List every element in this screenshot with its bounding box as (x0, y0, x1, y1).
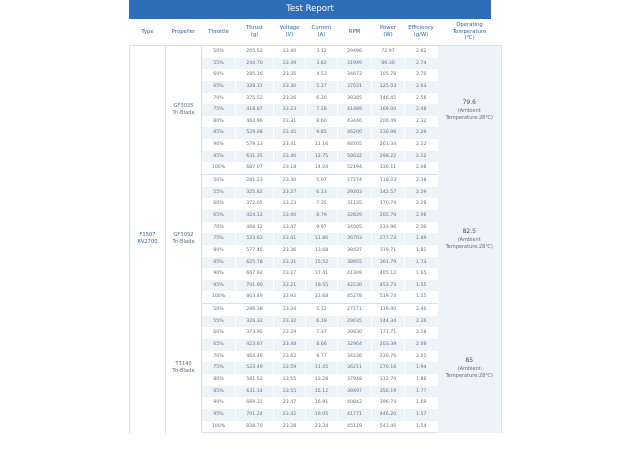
test-report (129, 0, 491, 465)
current-cell: 8.60 (306, 116, 338, 128)
voltage-cell: 23.62 (274, 351, 306, 363)
power-cell: 356.19 (372, 386, 405, 398)
efficiency-cell: 1.89 (405, 233, 438, 245)
header-current: Current (A) (306, 19, 338, 46)
thrust-cell: 577.45 (236, 245, 274, 257)
thrust-cell: 523.49 (236, 362, 274, 374)
thrust-cell: 581.53 (236, 374, 274, 386)
report-title: Test Report (129, 0, 491, 19)
rpm-cell: 29496 (338, 46, 372, 58)
voltage-cell: 23.29 (274, 327, 306, 339)
power-cell: 330.11 (372, 162, 405, 174)
throttle-cell: 60% (202, 327, 236, 339)
throttle-cell: 60% (202, 198, 236, 210)
efficiency-cell: 1.77 (405, 386, 438, 398)
efficiency-cell: 2.18 (405, 198, 438, 210)
power-cell: 118.03 (372, 175, 405, 187)
efficiency-cell: 2.48 (405, 104, 438, 116)
current-cell: 6.13 (306, 187, 338, 199)
current-cell: 9.77 (306, 351, 338, 363)
rpm-cell: 45278 (338, 291, 372, 303)
voltage-cell: 23.21 (274, 280, 306, 292)
temperature-value: 85 (465, 356, 474, 364)
throttle-cell: 70% (202, 351, 236, 363)
current-cell: 14.24 (306, 162, 338, 174)
operating-temperature-cell (438, 46, 502, 175)
current-cell: 6.19 (306, 316, 338, 328)
efficiency-cell: 2.22 (405, 139, 438, 151)
current-cell: 8.66 (306, 339, 338, 351)
thrust-cell: 423.87 (236, 339, 274, 351)
power-cell: 361.79 (372, 257, 405, 269)
rpm-cell: 41771 (338, 409, 372, 421)
power-cell: 396.74 (372, 397, 405, 409)
throttle-cell: 65% (202, 210, 236, 222)
thrust-cell: 529.08 (236, 127, 274, 139)
current-cell: 7.35 (306, 198, 338, 210)
current-cell: 3.82 (306, 58, 338, 70)
propeller-cell: GF3035 Tri-Blade (166, 46, 202, 175)
rpm-cell: 27274 (338, 175, 372, 187)
voltage-cell: 23.42 (274, 409, 306, 421)
voltage-cell: 23.23 (274, 104, 306, 116)
efficiency-cell: 2.63 (405, 81, 438, 93)
throttle-cell: 50% (202, 175, 236, 187)
power-cell: 205.70 (372, 210, 405, 222)
thrust-cell: 373.95 (236, 327, 274, 339)
power-cell: 519.74 (372, 291, 405, 303)
throttle-cell: 55% (202, 187, 236, 199)
operating-temperature-cell (438, 175, 502, 304)
current-cell: 5.07 (306, 175, 338, 187)
propeller-cell: GF3052 Tri-Blade (166, 175, 202, 304)
rpm-cell: 29203 (338, 187, 372, 199)
power-cell: 298.22 (372, 151, 405, 163)
efficiency-cell: 2.38 (405, 175, 438, 187)
voltage-cell: 23.39 (274, 58, 306, 70)
motor-type-cell: F1507 KV2700 (130, 46, 166, 433)
voltage-cell: 23.41 (274, 139, 306, 151)
efficiency-cell: 1.55 (405, 280, 438, 292)
throttle-cell: 80% (202, 116, 236, 128)
thrust-cell: 328.31 (236, 81, 274, 93)
rpm-cell: 32829 (338, 210, 372, 222)
power-cell: 119.40 (372, 304, 405, 316)
voltage-cell: 23.30 (274, 81, 306, 93)
rpm-cell: 39497 (338, 386, 372, 398)
current-cell: 11.45 (306, 362, 338, 374)
thrust-cell: 286.38 (236, 304, 274, 316)
thrust-cell: 579.13 (236, 139, 274, 151)
throttle-cell: 75% (202, 362, 236, 374)
voltage-cell: 23.34 (274, 304, 306, 316)
voltage-cell: 23.46 (274, 151, 306, 163)
throttle-cell: 95% (202, 280, 236, 292)
throttle-cell: 95% (202, 151, 236, 163)
thrust-cell: 667.92 (236, 268, 274, 280)
thrust-cell: 205.53 (236, 46, 274, 58)
power-cell: 89.30 (372, 58, 405, 70)
efficiency-cell: 2.82 (405, 46, 438, 58)
power-cell: 144.34 (372, 316, 405, 328)
power-cell: 312.70 (372, 374, 405, 386)
voltage-cell: 23.18 (274, 162, 306, 174)
power-cell: 319.71 (372, 245, 405, 257)
current-cell: 12.75 (306, 151, 338, 163)
power-cell: 146.45 (372, 93, 405, 105)
header-power: Power (W) (372, 19, 405, 46)
rpm-cell: 37031 (338, 81, 372, 93)
voltage-cell: 22.92 (274, 291, 306, 303)
throttle-cell: 80% (202, 374, 236, 386)
current-cell: 7.37 (306, 327, 338, 339)
temperature-value: 82.5 (462, 227, 476, 235)
current-cell: 19.55 (306, 280, 338, 292)
power-cell: 233.96 (372, 222, 405, 234)
efficiency-cell: 2.32 (405, 116, 438, 128)
ambient-temperature-note: (Ambient Temperature:28℃) (445, 365, 493, 379)
rpm-cell: 30930 (338, 327, 372, 339)
voltage-cell: 23.45 (274, 127, 306, 139)
power-cell: 277.73 (372, 233, 405, 245)
efficiency-cell: 1.54 (405, 421, 438, 433)
rpm-cell: 43446 (338, 116, 372, 128)
header-operating-temperature: Operating Temperature (℃) (438, 19, 502, 46)
throttle-cell: 75% (202, 104, 236, 116)
table-row (130, 46, 502, 58)
table-row (130, 304, 502, 316)
current-cell: 9.97 (306, 222, 338, 234)
rpm-cell: 40842 (338, 397, 372, 409)
throttle-cell: 100% (202, 162, 236, 174)
efficiency-cell: 2.18 (405, 327, 438, 339)
thrust-cell: 701.90 (236, 280, 274, 292)
current-cell: 13.28 (306, 374, 338, 386)
current-cell: 23.34 (306, 421, 338, 433)
thrust-cell: 687.07 (236, 162, 274, 174)
rpm-cell: 50032 (338, 151, 372, 163)
efficiency-cell: 2.06 (405, 210, 438, 222)
thrust-cell: 631.14 (236, 386, 274, 398)
voltage-cell: 23.36 (274, 245, 306, 257)
rpm-cell: 52194 (338, 162, 372, 174)
throttle-cell: 85% (202, 386, 236, 398)
efficiency-cell: 2.08 (405, 339, 438, 351)
header-type: Type (130, 19, 166, 46)
throttle-cell: 100% (202, 291, 236, 303)
power-cell: 105.78 (372, 69, 405, 81)
voltage-cell: 23.26 (274, 93, 306, 105)
thrust-cell: 464.46 (236, 351, 274, 363)
test-report-table (129, 19, 502, 433)
header-voltage: Voltage (V) (274, 19, 306, 46)
rpm-cell: 42230 (338, 280, 372, 292)
power-cell: 543.46 (372, 421, 405, 433)
rpm-cell: 34505 (338, 222, 372, 234)
header-thrust: Thrust (g) (236, 19, 274, 46)
current-cell: 6.30 (306, 93, 338, 105)
power-cell: 169.00 (372, 104, 405, 116)
efficiency-cell: 1.57 (405, 409, 438, 421)
throttle-cell: 95% (202, 409, 236, 421)
header-throttle: Throttle (202, 19, 236, 46)
power-cell: 142.57 (372, 187, 405, 199)
throttle-cell: 75% (202, 233, 236, 245)
thrust-cell: 464.96 (236, 116, 274, 128)
throttle-cell: 85% (202, 257, 236, 269)
thrust-cell: 669.31 (236, 397, 274, 409)
power-cell: 270.16 (372, 362, 405, 374)
current-cell: 3.12 (306, 46, 338, 58)
voltage-cell: 23.27 (274, 187, 306, 199)
efficiency-cell: 2.56 (405, 93, 438, 105)
power-cell: 261.34 (372, 139, 405, 151)
throttle-cell: 85% (202, 127, 236, 139)
throttle-cell: 55% (202, 58, 236, 70)
rpm-cell: 32964 (338, 339, 372, 351)
voltage-cell: 23.35 (274, 69, 306, 81)
current-cell: 7.28 (306, 104, 338, 116)
header-row (130, 19, 502, 46)
rpm-cell: 27171 (338, 304, 372, 316)
power-cell: 200.49 (372, 116, 405, 128)
voltage-cell: 23.40 (274, 46, 306, 58)
throttle-cell: 100% (202, 421, 236, 433)
voltage-cell: 23.41 (274, 233, 306, 245)
thrust-cell: 631.35 (236, 151, 274, 163)
rpm-cell: 29035 (338, 316, 372, 328)
voltage-cell: 23.27 (274, 268, 306, 280)
throttle-cell: 70% (202, 93, 236, 105)
thrust-cell: 424.12 (236, 210, 274, 222)
current-cell: 5.37 (306, 81, 338, 93)
voltage-cell: 23.47 (274, 222, 306, 234)
voltage-cell: 23.32 (274, 316, 306, 328)
rpm-cell: 39385 (338, 93, 372, 105)
power-cell: 453.73 (372, 280, 405, 292)
current-cell: 22.68 (306, 291, 338, 303)
rpm-cell: 36703 (338, 233, 372, 245)
thrust-cell: 244.70 (236, 58, 274, 70)
thrust-cell: 375.52 (236, 93, 274, 105)
efficiency-cell: 2.29 (405, 127, 438, 139)
current-cell: 15.12 (306, 386, 338, 398)
voltage-cell: 23.31 (274, 257, 306, 269)
efficiency-cell: 1.65 (405, 268, 438, 280)
thrust-cell: 418.87 (236, 104, 274, 116)
voltage-cell: 23.40 (274, 210, 306, 222)
throttle-cell: 90% (202, 139, 236, 151)
efficiency-cell: 2.08 (405, 162, 438, 174)
rpm-cell: 36211 (338, 362, 372, 374)
thrust-cell: 468.12 (236, 222, 274, 234)
rpm-cell: 38427 (338, 245, 372, 257)
power-cell: 72.97 (372, 46, 405, 58)
throttle-cell: 50% (202, 304, 236, 316)
thrust-cell: 325.82 (236, 187, 274, 199)
efficiency-cell: 2.01 (405, 351, 438, 363)
throttle-cell: 65% (202, 339, 236, 351)
thrust-cell: 285.16 (236, 69, 274, 81)
voltage-cell: 23.48 (274, 339, 306, 351)
rpm-cell: 41489 (338, 104, 372, 116)
current-cell: 9.85 (306, 127, 338, 139)
throttle-cell: 80% (202, 245, 236, 257)
rpm-cell: 48105 (338, 139, 372, 151)
header-efficiency: Efficiency (g/W) (405, 19, 438, 46)
voltage-cell: 23.59 (274, 362, 306, 374)
current-cell: 4.53 (306, 69, 338, 81)
throttle-cell: 65% (202, 81, 236, 93)
current-cell: 13.68 (306, 245, 338, 257)
voltage-cell: 23.55 (274, 386, 306, 398)
thrust-cell: 372.05 (236, 198, 274, 210)
current-cell: 5.12 (306, 304, 338, 316)
efficiency-cell: 1.86 (405, 374, 438, 386)
efficiency-cell: 2.74 (405, 58, 438, 70)
power-cell: 405.12 (372, 268, 405, 280)
current-cell: 8.79 (306, 210, 338, 222)
efficiency-cell: 2.26 (405, 316, 438, 328)
thrust-cell: 326.32 (236, 316, 274, 328)
efficiency-cell: 2.29 (405, 187, 438, 199)
current-cell: 11.86 (306, 233, 338, 245)
throttle-cell: 90% (202, 268, 236, 280)
rpm-cell: 45119 (338, 421, 372, 433)
efficiency-cell: 2.00 (405, 222, 438, 234)
voltage-cell: 23.28 (274, 421, 306, 433)
propeller-cell: T3140 Tri-Blade (166, 304, 202, 433)
power-cell: 446.20 (372, 409, 405, 421)
efficiency-cell: 1.69 (405, 397, 438, 409)
current-cell: 19.05 (306, 409, 338, 421)
throttle-cell: 70% (202, 222, 236, 234)
power-cell: 203.39 (372, 339, 405, 351)
thrust-cell: 838.70 (236, 421, 274, 433)
efficiency-cell: 1.55 (405, 291, 438, 303)
current-cell: 17.41 (306, 268, 338, 280)
power-cell: 171.71 (372, 327, 405, 339)
voltage-cell: 23.30 (274, 175, 306, 187)
efficiency-cell: 2.70 (405, 69, 438, 81)
throttle-cell: 60% (202, 69, 236, 81)
temperature-value: 79.6 (462, 98, 476, 106)
header-propeller: Propeller (166, 19, 202, 46)
rpm-cell: 46200 (338, 127, 372, 139)
throttle-cell: 90% (202, 397, 236, 409)
voltage-cell: 23.23 (274, 198, 306, 210)
header-rpm: RPM (338, 19, 372, 46)
rpm-cell: 38955 (338, 257, 372, 269)
rpm-cell: 37948 (338, 374, 372, 386)
rpm-cell: 34673 (338, 69, 372, 81)
efficiency-cell: 2.40 (405, 304, 438, 316)
efficiency-cell: 1.81 (405, 245, 438, 257)
thrust-cell: 523.63 (236, 233, 274, 245)
thrust-cell: 803.49 (236, 291, 274, 303)
rpm-cell: 31135 (338, 198, 372, 210)
table-row (130, 175, 502, 187)
rpm-cell: 34236 (338, 351, 372, 363)
ambient-temperature-note: (Ambient Temperature:28℃) (445, 236, 493, 250)
thrust-cell: 701.24 (236, 409, 274, 421)
operating-temperature-cell (438, 304, 502, 433)
current-cell: 16.91 (306, 397, 338, 409)
voltage-cell: 23.47 (274, 397, 306, 409)
power-cell: 230.96 (372, 127, 405, 139)
efficiency-cell: 2.12 (405, 151, 438, 163)
current-cell: 15.52 (306, 257, 338, 269)
throttle-cell: 50% (202, 46, 236, 58)
throttle-cell: 55% (202, 316, 236, 328)
thrust-cell: 281.23 (236, 175, 274, 187)
power-cell: 125.03 (372, 81, 405, 93)
efficiency-cell: 1.73 (405, 257, 438, 269)
power-cell: 170.74 (372, 198, 405, 210)
efficiency-cell: 1.94 (405, 362, 438, 374)
voltage-cell: 23.55 (274, 374, 306, 386)
rpm-cell: 31949 (338, 58, 372, 70)
power-cell: 230.76 (372, 351, 405, 363)
current-cell: 11.16 (306, 139, 338, 151)
thrust-cell: 625.78 (236, 257, 274, 269)
voltage-cell: 23.31 (274, 116, 306, 128)
rpm-cell: 41309 (338, 268, 372, 280)
ambient-temperature-note: (Ambient Temperature:28℃) (445, 108, 493, 121)
